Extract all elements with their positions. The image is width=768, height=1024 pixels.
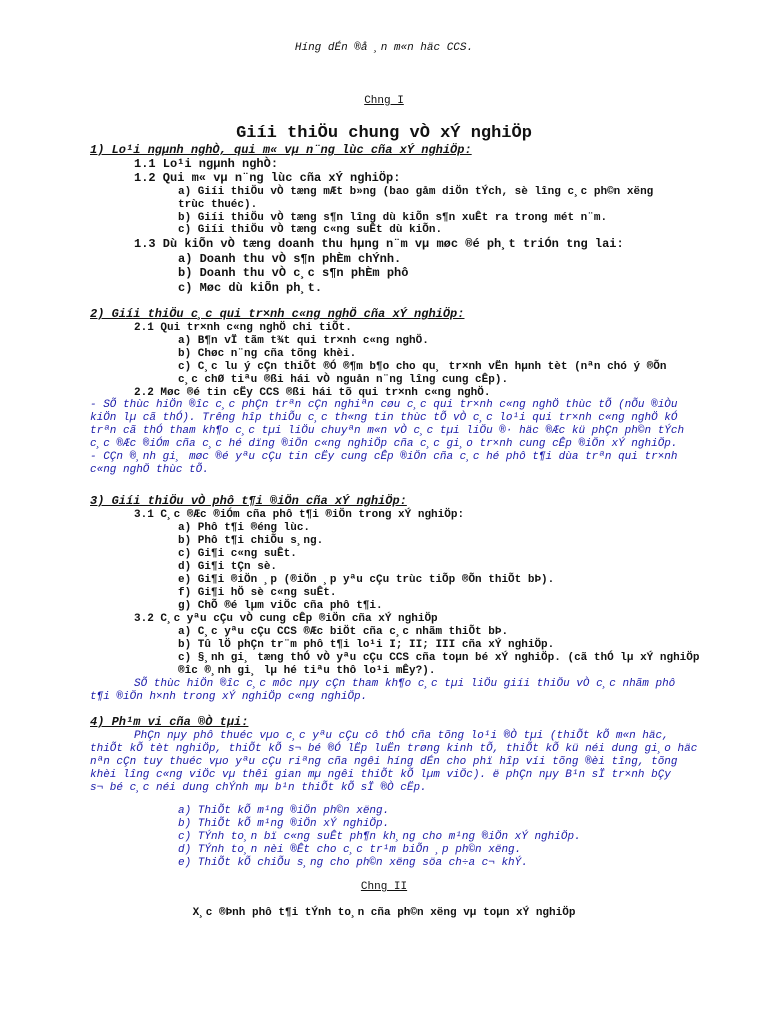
s2-note-line: - SÕ thùc hiÖn ®îc c¸c phÇn trªn cÇn nghiªn cøu c¸c qui tr×nh c«ng nghÖ thùc tÕ (nÕu ®iÒu <box>90 399 678 411</box>
page-header: Híng dÉn ®å ¸n m«n häc CCS. <box>294 42 474 54</box>
s4-paragraph-line: thiÕt kÕ tèt nghiÖp, thiÕt kÕ s¬ bé ®Ó lËp luËn trøng kinh tÕ, thiÕt kÕ kü néi dung gi¸o häc <box>90 743 698 755</box>
s2-note-line: kiÖn lµ cã thÓ). Trêng hîp thiÕu c¸c th«ng tin thùc tÕ vÒ c¸c lo¹i qui tr×nh c«ng nghÖ kÓ <box>90 412 678 424</box>
section-2-heading: 2) Giíi thiÖu c¸c qui tr×nh c«ng nghÖ cña xÝ nghiÖp: <box>90 307 465 321</box>
s3-note-line: t¶i ®iÖn h×nh trong xÝ nghiÖp c«ng nghiÖp. <box>90 691 368 703</box>
s4-item: d) TÝnh to¸n nèi ®Êt cho c¸c tr¹m biÕn ¸p ph©n xëng. <box>178 844 522 856</box>
s4-item: e) ThiÕt kÕ chiÕu s¸ng cho ph©n xëng söa ch÷a c¬ khÝ. <box>178 857 528 869</box>
s3-item: a) Phô t¶i ®éng lùc. <box>178 522 311 534</box>
s1-item: a) Doanh thu vÒ s¶n phÈm chÝnh. <box>178 252 402 266</box>
s2-note-line: c¸c ®Æc ®iÓm cña c¸c hé dïng ®iÖn c«ng nghiÖp cña c¸c gi¸o tr×nh cung cÊp ®iÖn xÝ nghiÖp. <box>90 438 678 450</box>
chapter-1-title: Giíi thiÖu chung vÒ xÝ nghiÖp <box>236 124 532 143</box>
s4-item: a) ThiÕt kÕ m¹ng ®iÖn ph©n xëng. <box>178 805 390 817</box>
s1-item: 1.1 Lo¹i ngµnh nghÒ: <box>134 157 279 171</box>
s3-item: c) Gi¶i c«ng suÊt. <box>178 548 297 560</box>
s3-item: f) Gi¶i hÖ sè c«ng suÊt. <box>178 587 337 599</box>
s3-item: d) Gi¶i tÇn sè. <box>178 561 278 573</box>
section-1-heading: 1) Lo¹i ngµnh nghÒ, qui m« vµ n¨ng lùc cña xÝ nghiÖp: <box>90 143 472 157</box>
s4-item: c) TÝnh to¸n bï c«ng suÊt ph¶n kh¸ng cho m¹ng ®iÖn xÝ nghiÖp. <box>178 831 581 843</box>
s2-note-line: c«ng nghÖ thùc tÕ. <box>90 464 209 476</box>
s4-item: b) ThiÕt kÕ m¹ng ®iÖn xÝ nghiÖp. <box>178 818 390 830</box>
s1-item: c) Møc dù kiÕn ph¸t. <box>178 281 323 295</box>
s3-item: e) Gi¶i ®iÖn ¸p (®iÖn ¸p yªu cÇu trùc tiÕp ®Õn thiÕt bÞ). <box>178 574 555 586</box>
s3-item: 3.1 C¸c ®Æc ®iÓm cña phô t¶i ®iÖn trong xÝ nghiÖp: <box>134 509 465 521</box>
s4-paragraph-line: nªn cÇn tuy thuéc vµo yªu cÇu riªng cña ngêi híng dÉn cho phï hîp víi tõng ®èi tîng, tõng <box>90 756 678 768</box>
s2-item: c¸c chØ tiªu ®ßi hái vÒ nguån n¨ng lîng cung cÊp). <box>178 374 509 386</box>
s3-item: b) Tû lÖ phÇn tr¨m phô t¶i lo¹i I; II; III cña xÝ nghiÖp. <box>178 639 555 651</box>
s4-paragraph-line: s¬ bé c¸c néi dung chÝnh mµ b¹n thiÕt kÕ sÏ ®Ò cËp. <box>90 782 427 794</box>
section-3-heading: 3) Giíi thiÖu vÒ phô t¶i ®iÖn cña xÝ nghiÖp: <box>90 494 407 508</box>
chapter-2-label: Chng II <box>360 881 408 893</box>
chapter-1-label: Chng I <box>364 95 404 107</box>
s4-paragraph-line: PhÇn nµy phô thuéc vµo c¸c yªu cÇu cô thÓ cña tõng lo¹i ®Ò tµi (thiÕt kÕ m«n häc, <box>134 730 669 742</box>
s3-note-line: SÕ thùc hiÖn ®îc c¸c môc nµy cÇn tham kh¶o c¸c tµi liÖu giíi thiÖu vÒ c¸c nhãm phô <box>134 678 676 690</box>
s2-item: b) Chøc n¨ng cña tõng khèi. <box>178 348 357 360</box>
s3-item: b) Phô t¶i chiÕu s¸ng. <box>178 535 324 547</box>
s3-item: g) ChÕ ®é lµm viÖc cña phô t¶i. <box>178 600 383 612</box>
s2-item: a) B¶n vÏ tãm t¾t qui tr×nh c«ng nghÖ. <box>178 335 429 347</box>
s2-note-line: trªn cã thÓ tham kh¶o c¸c tµi liÖu chuyªn m«n vÒ c¸c tµi liÖu ®· häc ®Æc kü phÇn ph©n tÝch <box>90 425 685 437</box>
s2-note-line: - CÇn ®¸nh gi¸ møc ®é yªu cÇu tin cËy cung cÊp ®iÖn cña c¸c hé phô t¶i dùa trªn qui tr×nh <box>90 451 678 463</box>
section-4-heading: 4) Ph¹m vi cña ®Ò tµi: <box>90 715 249 729</box>
s3-item: a) C¸c yªu cÇu CCS ®Æc biÖt cña c¸c nhãm thiÕt bÞ. <box>178 626 509 638</box>
s1-item: 1.3 Dù kiÕn vÒ tæng doanh thu hµng n¨m vµ møc ®é ph¸t triÓn tng lai: <box>134 237 624 251</box>
s1-item: trùc thuéc). <box>178 199 258 211</box>
s3-item: ®îc ®¸nh gi¸ lµ hé tiªu thô lo¹i mÊy?). <box>178 665 436 677</box>
s2-item: c) C¸c lu ý cÇn thiÕt ®Ó ®¶m b¶o cho qu¸ tr×nh vËn hµnh tèt (nªn chó ý ®Õn <box>178 361 667 373</box>
s1-item: b) Giíi thiÖu vÒ tæng s¶n lîng dù kiÕn s¶n xuÊt ra trong mét n¨m. <box>178 212 608 224</box>
s2-item: 2.1 Qui tr×nh c«ng nghÖ chi tiÕt. <box>134 322 352 334</box>
s4-paragraph-line: khèi lîng c«ng viÖc vµ thêi gian mµ ngêi thiÕt kÕ lµm viÖc). ë phÇn nµy B¹n sÏ tr×nh bÇy <box>90 769 671 781</box>
s1-item: b) Doanh thu vÒ c¸c s¶n phÈm phô <box>178 266 409 280</box>
s2-item: 2.2 Møc ®é tin cËy CCS ®ßi hái tõ qui tr×nh c«ng nghÖ. <box>134 387 491 399</box>
s1-item: c) Giíi thiÖu vÒ tæng c«ng suÊt dù kiÕn. <box>178 224 443 236</box>
chapter-2-subtitle: X¸c ®Þnh phô t¶i tÝnh to¸n cña ph©n xëng vµ toµn xÝ nghiÖp <box>192 907 576 919</box>
s3-item: 3.2 C¸c yªu cÇu vÒ cung cÊp ®iÖn cña xÝ nghiÖp <box>134 613 438 625</box>
s1-item: a) Giíi thiÖu vÒ tæng mÆt b»ng (bao gåm diÖn tÝch, sè lîng c¸c ph©n xëng <box>178 186 654 198</box>
s1-item: 1.2 Qui m« vµ n¨ng lùc cña xÝ nghiÖp: <box>134 171 401 185</box>
s3-item: c) §¸nh gi¸ tæng thÓ vÒ yªu cÇu CCS cña toµn bé xÝ nghiÖp. (cã thÓ lµ xÝ nghiÖp <box>178 652 700 664</box>
